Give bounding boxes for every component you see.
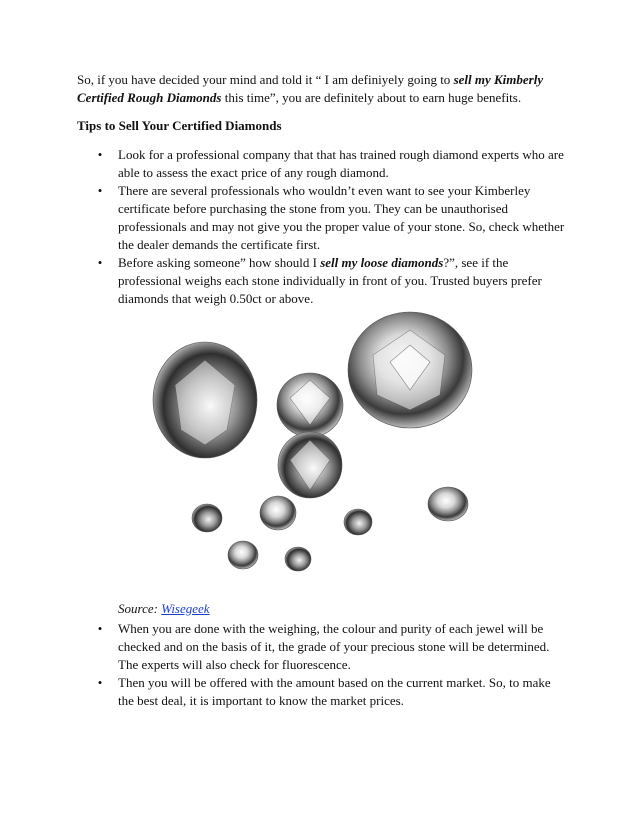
list-item — [95, 674, 565, 710]
list-item — [95, 620, 565, 674]
diamond-center — [277, 373, 343, 437]
list-item-text: Then you will be offered with the amount based on the current market. So, to make the best deal, it is important to know the market prices. — [118, 675, 551, 708]
section-heading: Tips to Sell Your Certified Diamonds — [77, 118, 282, 133]
list-item — [95, 182, 565, 254]
process-list — [95, 620, 565, 710]
bullet-icon: • — [97, 147, 103, 162]
tips-list — [95, 146, 565, 308]
intro-text-start: So, if you have decided your mind and told it “ I am definiyely going to — [77, 72, 454, 87]
diamond-left — [153, 342, 257, 458]
diamond-center-low — [278, 432, 342, 498]
bullet-icon: • — [97, 183, 103, 198]
source-link[interactable]: Wisegeek — [161, 601, 210, 616]
diamond-small-1 — [192, 504, 222, 532]
diamond-small-2 — [260, 496, 296, 530]
list-item-text: There are several professionals who wouldn’t even want to see your Kimberley certificate before purchasing the stone from you. They can be unauthorised professionals and may not give you the proper value of your stone. So, check whether the dealer demands the certificate first. — [118, 183, 565, 252]
bullet-icon: • — [97, 255, 103, 270]
source-label: Source: — [118, 601, 162, 616]
list-item-text: When you are done with the weighing, the colour and purity of each jewel will be checked and on the basis of it, the grade of your precious stone will be determined. The experts will also check for fluorescence. — [118, 621, 550, 672]
intro-text-end: this time”, you are definitely about to earn huge benefits. — [221, 90, 522, 105]
intro-emphasis: sell my Kimberly Certified Rough Diamonds — [77, 72, 544, 105]
bullet-icon: • — [97, 621, 103, 636]
diamond-small-3 — [344, 509, 372, 535]
diamonds-photo — [145, 300, 540, 585]
intro-paragraph — [77, 71, 557, 107]
list-item-text: Look for a professional company that that has trained rough diamond experts who are able to assess the exact price of any rough diamond. — [118, 147, 564, 180]
large-diamond — [348, 312, 472, 428]
diamond-small-5 — [285, 547, 311, 571]
list-item — [95, 146, 565, 182]
image-source — [118, 601, 210, 617]
list-item-emphasis: sell my loose diamonds — [320, 255, 444, 270]
diamond-small-4 — [228, 541, 258, 569]
list-item-text-end: ?”, see if the professional weighs each stone individually in front of you. Trusted buyers prefer diamonds that weigh 0.50ct or above. — [118, 255, 542, 306]
diamond-right-small — [428, 487, 468, 521]
bullet-icon: • — [97, 675, 103, 690]
list-item-text-start: Before asking someone” how should I — [118, 255, 321, 270]
